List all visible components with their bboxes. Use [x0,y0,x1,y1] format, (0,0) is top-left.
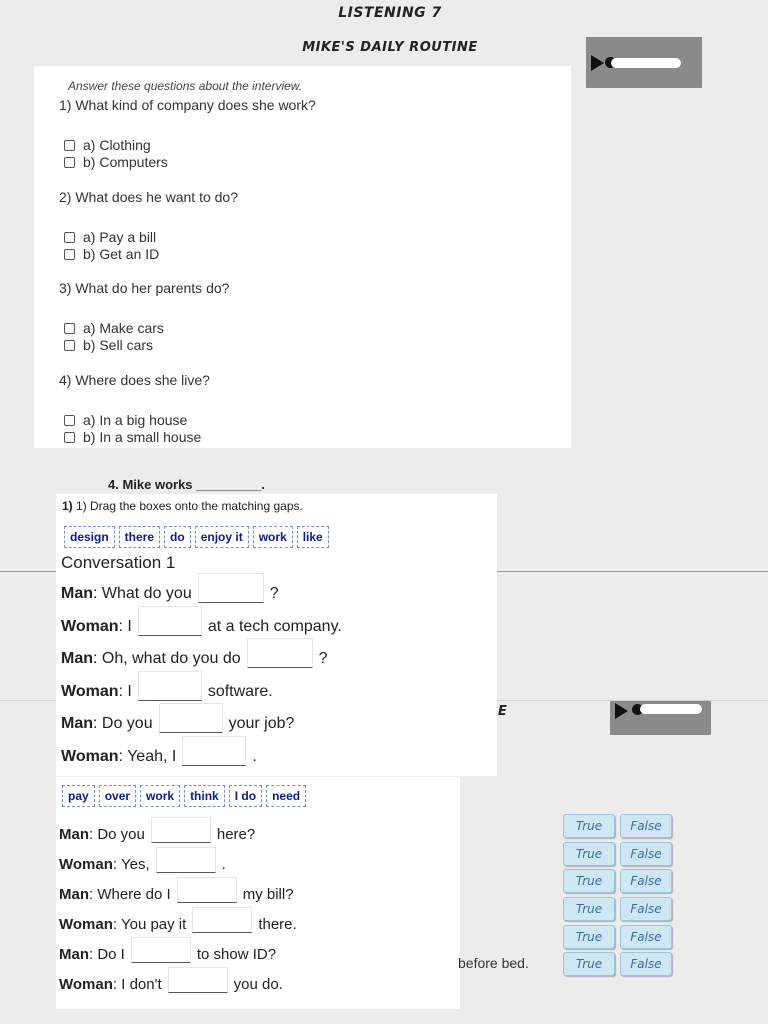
dialogue-line: Woman : Yes, . [59,847,226,873]
drag-card-2 [56,777,460,1009]
dialogue-line: Man : Do you here? [59,817,255,843]
checkbox[interactable] [64,432,75,443]
option-1b[interactable]: b) Computers [64,154,168,170]
page-title: LISTENING 7 [338,5,442,21]
dialogue-line: Woman : I at a tech company. [61,606,342,636]
checkbox[interactable] [64,415,75,426]
word-chip[interactable]: work [140,785,180,807]
word-chip[interactable]: I do [229,785,262,807]
word-chip[interactable]: pay [62,785,95,807]
statement-fragment: before bed. [458,955,529,971]
true-button[interactable]: True [563,925,615,949]
word-chip[interactable]: think [184,785,225,807]
word-chip[interactable]: there [119,526,160,548]
checkbox[interactable] [64,249,75,260]
false-button[interactable]: False [620,814,672,838]
false-button[interactable]: False [620,869,672,893]
drop-gap[interactable] [138,671,202,701]
dialogue-line: Man : What do you ? [61,573,279,603]
play-icon[interactable] [615,703,628,719]
true-button[interactable]: True [563,952,615,976]
question-2: 2) What does he want to do? [59,189,238,205]
option-2b[interactable]: b) Get an ID [64,246,159,262]
mike-works-question: 4. Mike works _________. [108,477,265,492]
drop-gap[interactable] [168,967,228,993]
word-chip[interactable]: like [297,526,329,548]
drop-gap[interactable] [131,937,191,963]
drop-gap[interactable] [151,817,211,843]
dialogue-line: Woman : Yeah, I . [61,736,257,766]
word-chip[interactable]: do [164,526,191,548]
question-3: 3) What do her parents do? [59,280,230,296]
dialogue-line: Woman : You pay it there. [59,907,297,933]
conversation-title: Conversation 1 [61,553,176,572]
false-button[interactable]: False [620,842,672,866]
question-1: 1) What kind of company does she work? [59,97,316,113]
checkbox[interactable] [64,323,75,334]
dialogue-line: Man : Do you your job? [61,703,294,733]
drop-gap[interactable] [182,736,246,766]
word-bank-2 [62,785,306,807]
option-2a[interactable]: a) Pay a bill [64,229,156,245]
drop-gap[interactable] [192,907,252,933]
false-button[interactable]: False [620,925,672,949]
option-3b[interactable]: b) Sell cars [64,337,153,353]
option-1a[interactable]: a) Clothing [64,137,151,153]
drop-gap[interactable] [177,877,237,903]
seek-track[interactable] [640,704,702,714]
word-chip[interactable]: design [64,526,115,548]
audio-player-bottom[interactable] [610,701,711,735]
subtitle-fragment: E [498,704,508,719]
drag-card-1 [56,494,497,776]
dialogue-line: Woman : I don't you do. [59,967,283,993]
option-4b[interactable]: b) In a small house [64,429,201,445]
word-chip[interactable]: need [266,785,306,807]
word-chip[interactable]: enjoy it [195,526,249,548]
drag-instruction: 1) 1) Drag the boxes onto the matching gaps. [62,499,303,513]
drop-gap[interactable] [247,638,313,668]
word-chip[interactable]: over [99,785,136,807]
true-button[interactable]: True [563,814,615,838]
true-button[interactable]: True [563,842,615,866]
seek-track[interactable] [611,58,681,68]
dialogue-line: Man : Do I to show ID? [59,937,276,963]
checkbox[interactable] [64,157,75,168]
dialogue-line: Man : Oh, what do you do ? [61,638,328,668]
false-button[interactable]: False [620,897,672,921]
true-button[interactable]: True [563,897,615,921]
drop-gap[interactable] [138,606,202,636]
dialogue-line: Woman : I software. [61,671,273,701]
question-4: 4) Where does she live? [59,372,210,388]
true-button[interactable]: True [563,869,615,893]
play-icon[interactable] [591,55,604,71]
option-3a[interactable]: a) Make cars [64,320,164,336]
audio-player-top[interactable] [586,37,702,88]
checkbox[interactable] [64,232,75,243]
checkbox[interactable] [64,140,75,151]
false-button[interactable]: False [620,952,672,976]
option-4a[interactable]: a) In a big house [64,412,187,428]
dialogue-line: Man : Where do I my bill? [59,877,294,903]
word-bank-1 [64,526,329,548]
drop-gap[interactable] [159,703,223,733]
page-subtitle: MIKE'S DAILY ROUTINE [302,40,478,55]
word-chip[interactable]: work [253,526,293,548]
checkbox[interactable] [64,340,75,351]
drop-gap[interactable] [156,847,216,873]
quiz-card [34,66,571,448]
quiz-instruction: Answer these questions about the interview. [68,79,303,93]
drop-gap[interactable] [198,573,264,603]
